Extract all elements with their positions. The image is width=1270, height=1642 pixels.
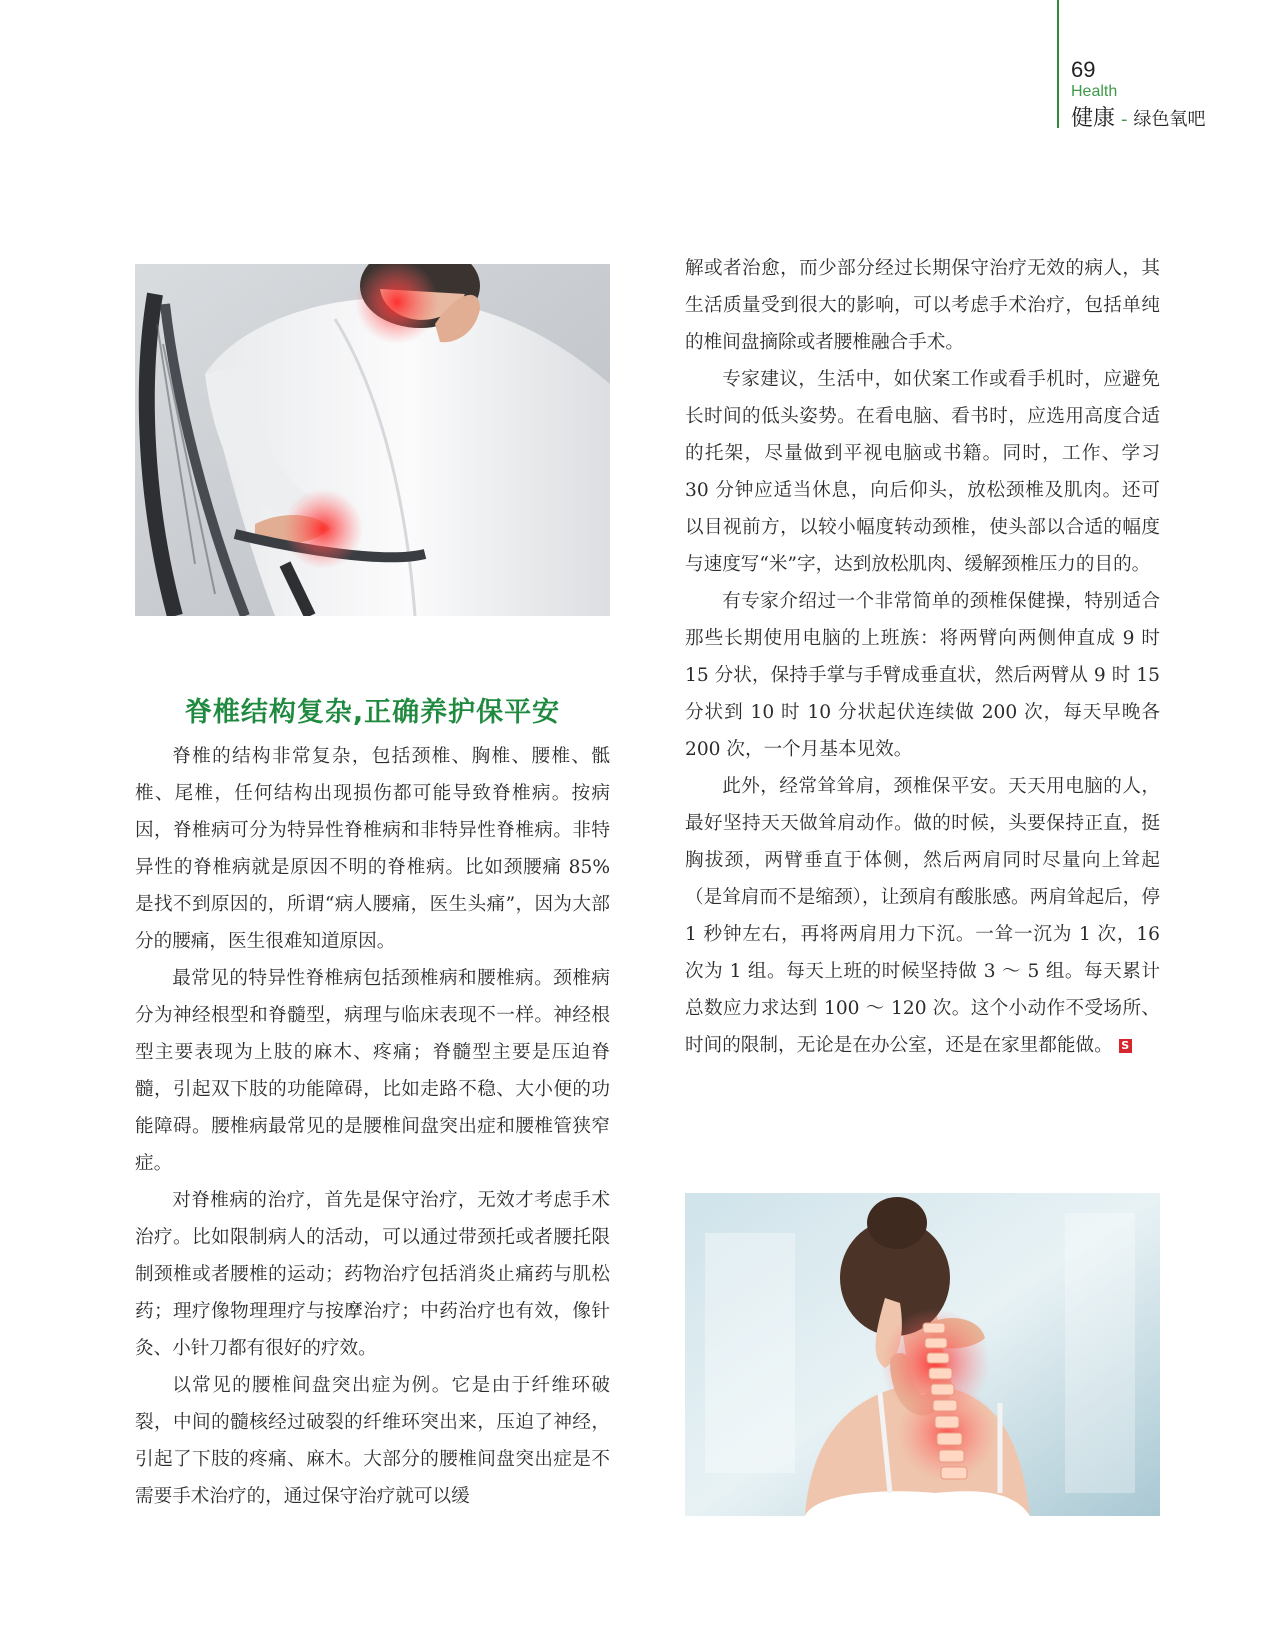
article-left-column xyxy=(135,738,610,1515)
section-title-english: Health xyxy=(1071,83,1118,100)
section-title-chinese: 健康 xyxy=(1071,106,1116,131)
section-title-line xyxy=(1071,101,1206,132)
paragraph-continuation: 解或者治愈，而少部分经过长期保守治疗无效的病人，其生活质量受到很大的影响，可以考虑手术治疗，包括单纯的椎间盘摘除或者腰椎融合手术。 xyxy=(685,258,1160,353)
paragraph-specific-spine-diseases: 最常见的特异性脊椎病包括颈椎病和腰椎病。颈椎病分为神经根型和脊髓型，病理与临床表现不一样。神经根型主要表现为上肢的麻木、疼痛；脊髓型主要是压迫脊髓，引起双下肢的功能障碍，比如走路不稳、大小便的功能障碍。腰椎病最常见的是腰椎间盘突出症和腰椎管狭窄症。 xyxy=(135,968,610,1174)
paragraph-expert-advice: 专家建议，生活中，如伏案工作或看手机时，应避免长时间的低头姿势。在看电脑、看书时，应选用高度合适的托架，尽量做到平视电脑或书籍。同时，工作、学习 30 分钟应适当休息，向后仰头，放松颈椎及肌肉。还可以目视前方，以较小幅度转动颈椎，使头部以合适的幅度与速度写“米”字，达到放松肌肉、缓解颈椎压力的目的。 xyxy=(685,369,1160,575)
paragraph-shoulder-shrug xyxy=(685,768,1160,1064)
paragraph-spine-structure: 脊椎的结构非常复杂，包括颈椎、胸椎、腰椎、骶椎、尾椎，任何结构出现损伤都可能导致脊椎病。按病因，脊椎病可分为特异性脊椎病和非特异性脊椎病。非特异性的脊椎病就是原因不明的脊椎病。比如颈腰痛 85% 是找不到原因的，所谓“病人腰痛，医生头痛”，因为大部分的腰痛，医生很难知道原因。 xyxy=(135,746,610,952)
article-right-column xyxy=(685,250,1160,1064)
photo-woman-neck-pain-illustration xyxy=(685,1193,1160,1516)
photo-woman-neck-pain xyxy=(685,1193,1160,1516)
paragraph-treatment: 对脊椎病的治疗，首先是保守治疗，无效才考虑手术治疗。比如限制病人的活动，可以通过带颈托或者腰托限制颈椎或者腰椎的运动；药物治疗包括消炎止痛药与肌松药；理疗像物理理疗与按摩治疗；中药治疗也有效，像针灸、小针刀都有很好的疗效。 xyxy=(135,1190,610,1359)
page-header xyxy=(1057,0,1257,130)
paragraph-lumbar-disc: 以常见的腰椎间盘突出症为例。它是由于纤维环破裂，中间的髓核经过破裂的纤维环突出来，压迫了神经，引起了下肢的疼痛、麻木。大部分的腰椎间盘突出症是不需要手术治疗的，通过保守治疗就可以缓 xyxy=(135,1375,610,1507)
page-number: 69 xyxy=(1071,57,1096,82)
section-separator: - xyxy=(1121,109,1128,130)
article-heading: 脊椎结构复杂,正确养护保平安 xyxy=(184,697,561,729)
section-subtitle: 绿色氧吧 xyxy=(1133,109,1206,130)
article-end-mark: S xyxy=(1119,1039,1132,1053)
photo-man-back-pain xyxy=(135,264,610,616)
photo-man-back-pain-illustration xyxy=(135,264,610,616)
paragraph-neck-exercise: 有专家介绍过一个非常简单的颈椎保健操，特别适合那些长期使用电脑的上班族：将两臂向两侧伸直成 9 时 15 分状，保持手掌与手臂成垂直状，然后两臂从 9 时 15 分状到 10 时 10 分状起伏连续做 200 次，每天早晚各 200 次，一个月基本见效。 xyxy=(685,591,1160,760)
header-divider xyxy=(1057,0,1059,128)
shoulder-shrug-text: 此外，经常耸耸肩，颈椎保平安。天天用电脑的人，最好坚持天天做耸肩动作。做的时候，头要保持正直，挺胸拔颈，两臂垂直于体侧，然后两肩同时尽量向上耸起（是耸肩而不是缩颈），让颈肩有酸胀感。两肩耸起后，停 1 秒钟左右，再将两肩用力下沉。一耸一沉为 1 次，16 次为 1 组。每天上班的时候坚持做 3 ～ 5 组。每天累计总数应力求达到 100 ～ 120 次。这个小动作不受场所、时间的限制，无论是在办公室，还是在家里都能做。 xyxy=(685,776,1160,1056)
